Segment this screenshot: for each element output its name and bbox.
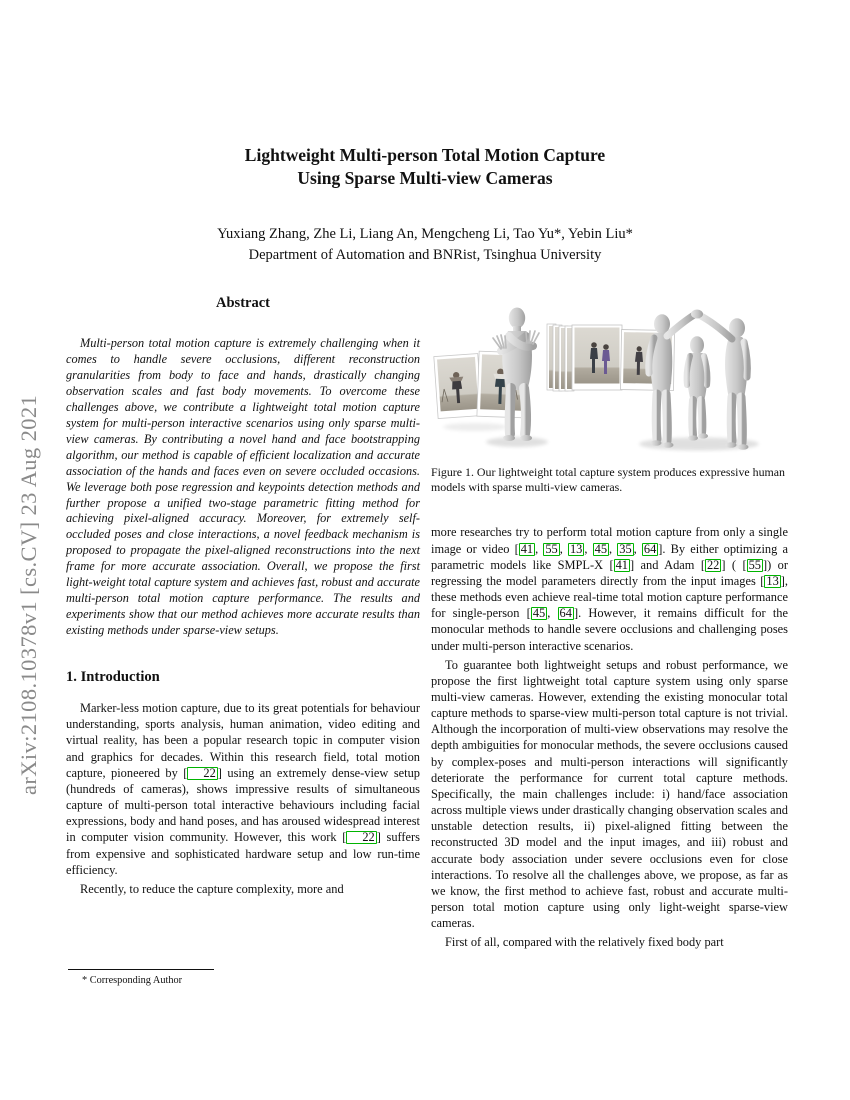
paper-header	[0, 144, 850, 266]
citation-link[interactable]: 41	[520, 541, 534, 556]
corresponding-author-footnote: * Corresponding Author	[82, 975, 183, 986]
citation-link[interactable]: 64	[643, 541, 657, 556]
citation-link[interactable]: 22	[346, 831, 376, 844]
paper-title	[0, 144, 850, 190]
citation-link[interactable]: 22	[706, 557, 720, 572]
affiliation: Department of Automation and BNRist, Tsinghua University	[248, 247, 602, 263]
arxiv-watermark: arXiv:2108.10378v1 [cs.CV] 23 Aug 2021	[16, 394, 41, 795]
abstract-text: Multi-person total motion capture is extremely challenging when it comes to handle severe occlusions, different reconstruction granularities from body to face and hands, drastically changing observation scales and fast body movements. To overcome these challenges above, we contribute a lightweight total motion capture system for multi-person interactive scenarios using only sparse multi-view cameras. By contributing a novel hand and face bootstrapping algorithm, our method is capable of efficient localization and accurate association of the hands and faces even on severe occluded occasions. We leverage both pose regression and keypoints detection methods and further propose a unified two-stage parametric fitting method for achieving pixel-aligned accuracy. Moreover, for extremely self-occluded poses and close interactions, a novel feedback mechanism is proposed to propagate the pixel-aligned reconstructions into the next frame for more accurate association. Overall, we propose the first light-weight total capture system and achieves fast, robust and accurate multi-person total motion capture performance. The results and experiments show that our method achieves more accurate results than existing methods under sparse-view setups.	[66, 336, 420, 638]
citation-link[interactable]: 55	[545, 541, 558, 556]
rc-paragraph-2: To guarantee both lightweight setups and robust performance, we propose the first lightweight total capture system using only sparse multi-view cameras. However, extending the existing monocular total capture methods to sparse-view multi-person total capture is not trivial. Although the incorporation of multi-view observations may resolve the depth ambiguities for monocular methods, the severe occlusions caused by complex-poses and multi-person interactions will significantly deteriorate the performance for current total capture methods. Specifically, the main challenges include: i) hand/face association across multiple views under drastically changing observation scales and unstable detection results, ii) pixel-aligned fitting between the reconstructed 3D model and the input images, and iii) robust and accurate body association under severe occlusions even for close interactions. To resolve all the challenges above, we propose, as far as we know, the first method to achieve fast, robust and accurate multi-person total motion capture using only light-weight sparse-view cameras.	[431, 657, 788, 931]
figure1	[431, 293, 788, 495]
rc-paragraph-1: more researches try to perform total motion capture from only a single image or video [ 41 , 55 , 13 , 45 , 35 , 64 ]. By either optimizing a parametric models like SMPL-X [ 41 ] and Adam [ 22 ] ( [ 55 ]) or regressing the model parameters directly from the input images [ 13 ], these methods even achieve real-time total motion capture performance for single-person [ 45 , 64 ]. However, it remains difficult for the monocular methods to handle severe occlusions and challenging poses under multi-person interactive scenarios.	[431, 525, 788, 653]
citation-link[interactable]: 45	[532, 606, 546, 621]
citation-link[interactable]: 55	[748, 557, 761, 572]
citation-link[interactable]: 35	[619, 541, 632, 556]
figure1-caption: Figure 1. Our lightweight total capture system produces expressive human models with sparse multi-view cameras.	[431, 465, 785, 495]
title-line1: Lightweight Multi-person Total Motion Capture	[244, 145, 606, 165]
citation-link[interactable]: 13	[569, 541, 583, 556]
abstract-heading: Abstract	[216, 295, 270, 311]
citation-link[interactable]: 64	[559, 606, 572, 621]
citation-link[interactable]: 22	[187, 767, 217, 780]
intro-paragraph-1: Marker-less motion capture, due to its great potentials for behaviour understanding, sports analysis, human animation, video editing and virtual reality, has been a popular research topic in computer vision and graphics for decades. Within this research field, total motion capture, pioneered by [ 22 ] using an extremely dense-view setup (hundreds of cameras), shows impressive results of simultaneous capture of multi-person total interactive behaviours including facial expressions, body and hand poses, and has aroused widespread interest in computer vision community. However, this work [ 22 ] suffers from expensive and sophisticated hardware setup and low run-time efficiency.	[66, 701, 421, 877]
citation-link[interactable]: 41	[615, 557, 628, 572]
citation-link[interactable]: 13	[766, 573, 779, 588]
shadow-photos	[443, 423, 507, 431]
right-column	[431, 293, 788, 1005]
shadow-single	[486, 437, 548, 447]
figure1-image	[431, 293, 788, 453]
footnote-rule	[68, 969, 214, 970]
citation-link[interactable]: 45	[594, 541, 608, 556]
introduction-heading: 1. Introduction	[66, 669, 160, 686]
two-column-body	[66, 293, 788, 1005]
reconstructed-models-trio	[649, 310, 749, 450]
left-column	[66, 293, 420, 1005]
intro-paragraph-2: Recently, to reduce the capture complexity, more and	[80, 881, 344, 896]
rc-paragraph-3: First of all, compared with the relatively fixed body part	[445, 935, 724, 950]
authors: Yuxiang Zhang, Zhe Li, Liang An, Mengcheng Li, Tao Yu*, Yebin Liu*	[217, 226, 633, 242]
title-line2: Using Sparse Multi-view Cameras	[297, 168, 553, 188]
